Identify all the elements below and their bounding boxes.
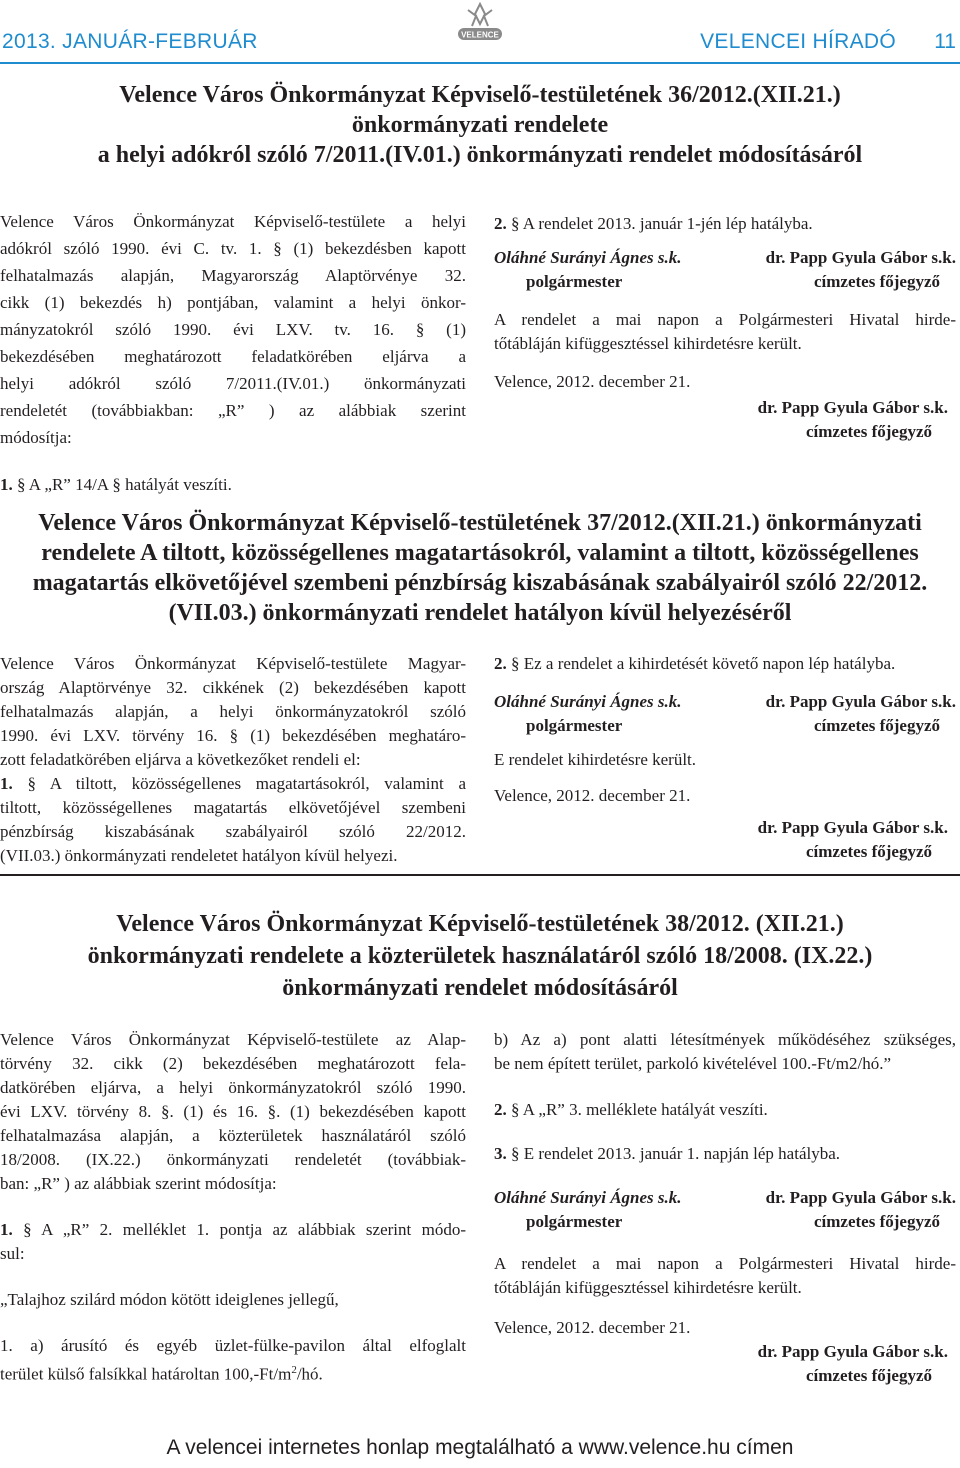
item-number: 1. bbox=[0, 475, 13, 494]
issue-date: 2013. JANUÁR-FEBRUÁR bbox=[2, 30, 258, 53]
section3-left-column bbox=[0, 1028, 466, 1387]
body-line: felhatalmazása alapján, a közterületek használatáról szóló bbox=[0, 1126, 466, 1145]
title-line: Velence Város Önkormányzat Képviselő-testületének 36/2012.(XII.21.) bbox=[119, 82, 841, 108]
signature-notary bbox=[725, 246, 956, 294]
signature-title: polgármester bbox=[526, 272, 623, 291]
body-line: (VII.03.) önkormányzati rendeletet hatályon kívül helyezi. bbox=[0, 846, 398, 865]
body-line bbox=[0, 1358, 466, 1387]
section1-right-column bbox=[494, 212, 956, 444]
title-line: önkormányzati rendelete a közterületek használatáról szóló 18/2008. (IX.22.) bbox=[87, 943, 873, 969]
signature-name: Oláhné Surányi Ágnes s.k. bbox=[494, 1188, 682, 1207]
body-line: módosítja: bbox=[0, 428, 72, 447]
signature-name: Oláhné Surányi Ágnes s.k. bbox=[494, 692, 682, 711]
body-line: bekezdésében meghatározott feladatkörében eljárva a bbox=[0, 347, 466, 366]
item-number: 3. bbox=[494, 1144, 507, 1163]
body-line: ban: „R” ) az alábbiak szerint módosítja: bbox=[0, 1174, 277, 1193]
body-line: adókról szóló 1990. évi C. tv. 1. § (1) bekezdésben kapott bbox=[0, 239, 466, 258]
body-line: sul: bbox=[0, 1244, 25, 1263]
body-line: évi LXV. törvény 8. §. (1) és 16. §. (1) bekezdésében kapott bbox=[0, 1102, 466, 1121]
signature-mayor bbox=[494, 246, 725, 294]
body-line: felhatalmazás alapján, a helyi önkormányzatokról szóló bbox=[0, 702, 466, 721]
body-line: tiltott, közösségellenes magatartás elkövetőjével szembeni bbox=[0, 798, 466, 817]
title-line: magatartás elkövetőjével szembeni pénzbírság kiszabásának szabályairól szóló 22/2012. bbox=[32, 570, 928, 596]
notice-line: tőtábláján kifüggesztéssel kihirdetésre került. bbox=[494, 334, 802, 353]
final-signature bbox=[494, 1340, 956, 1388]
paragraph-item-1 bbox=[0, 772, 466, 796]
body-line: be nem épített terület, parkoló kivételével 100.-Ft/m2/hó.” bbox=[494, 1054, 892, 1073]
signature-name: dr. Papp Gyula Gábor s.k. bbox=[757, 1342, 948, 1361]
body-line: ország Alaptörvénye 32. cikkének (2) bekezdésében kapott bbox=[0, 678, 466, 697]
item-text: § A tiltott, közösségellenes magatartásokról, valamint a bbox=[27, 774, 467, 793]
body-line: Velence Város Önkormányzat Képviselő-testülete a helyi bbox=[0, 212, 466, 231]
section2-left-column bbox=[0, 652, 466, 868]
title-line: Velence Város Önkormányzat Képviselő-testületének 38/2012. (XII.21.) bbox=[116, 911, 844, 937]
signature-title: címzetes főjegyző bbox=[813, 272, 940, 291]
signature-notary bbox=[725, 1186, 956, 1234]
body-line: 1. a) árusító és egyéb üzlet-fülke-pavilon által elfoglalt bbox=[0, 1336, 466, 1355]
body-line: rendeletét (továbbiakban: „R” ) az alábbiak szerint bbox=[0, 401, 466, 420]
body-line: törvény 32. cikk (2) bekezdésében meghatározott fela- bbox=[0, 1054, 466, 1073]
section2-title bbox=[0, 508, 960, 628]
body-line: datkörében eljárva, a helyi önkormányzatokról szóló 1990. bbox=[0, 1078, 466, 1097]
body-line: Velence Város Önkormányzat Képviselő-testülete Magyar- bbox=[0, 654, 466, 673]
signature-mayor bbox=[494, 1186, 725, 1234]
header-rule bbox=[0, 62, 960, 64]
paragraph-item-1 bbox=[0, 1218, 466, 1242]
paragraph-item-3 bbox=[494, 1142, 956, 1166]
item-text: § A „R” 3. melléklete hatályát veszíti. bbox=[511, 1100, 768, 1119]
signature-name: dr. Papp Gyula Gábor s.k. bbox=[757, 818, 948, 837]
item-number: 1. bbox=[0, 774, 13, 793]
signature-name: dr. Papp Gyula Gábor s.k. bbox=[765, 1188, 956, 1207]
notice bbox=[494, 1252, 956, 1300]
body-line: b) Az a) pont alatti létesítmények működéséhez szükséges, bbox=[494, 1030, 956, 1049]
body-line: 18/2008. (IX.22.) önkormányzati rendeletét (továbbiak- bbox=[0, 1150, 466, 1169]
place-date: Velence, 2012. december 21. bbox=[494, 372, 691, 391]
section3-title bbox=[0, 908, 960, 1004]
signature-name: Oláhné Surányi Ágnes s.k. bbox=[494, 248, 682, 267]
signature-notary bbox=[725, 690, 956, 738]
body-line: helyi adókról szóló 7/2011.(IV.01.) önkormányzati bbox=[0, 374, 466, 393]
body-line: Velence Város Önkormányzat Képviselő-testülete az Alap- bbox=[0, 1030, 466, 1049]
publication-name: VELENCEI HÍRADÓ bbox=[700, 30, 896, 53]
place-date: Velence, 2012. december 21. bbox=[494, 786, 691, 805]
section1-title bbox=[0, 80, 960, 170]
notice-line: tőtábláján kifüggesztéssel kihirdetésre került. bbox=[494, 1278, 802, 1297]
signature-block bbox=[494, 246, 956, 294]
paragraph-item-1 bbox=[0, 473, 466, 497]
paragraph-item-2 bbox=[494, 1098, 956, 1122]
body-line: mányzatokról szóló 1990. évi LXV. tv. 16. § (1) bbox=[0, 320, 466, 339]
title-line: önkormányzati rendelet módosításáról bbox=[282, 975, 678, 1001]
signature-title: címzetes főjegyző bbox=[813, 716, 940, 735]
title-line: rendelete A tiltott, közösségellenes magatartásokról, valamint a tiltott, közösségellenes bbox=[41, 540, 919, 566]
notice: E rendelet kihirdetésre került. bbox=[494, 750, 697, 769]
item-number: 1. bbox=[0, 1220, 13, 1239]
item-number: 2. bbox=[494, 1100, 507, 1119]
final-signature bbox=[494, 816, 956, 864]
section3-right-column bbox=[494, 1028, 956, 1388]
section-divider bbox=[0, 874, 960, 876]
point-text: terület külső falsíkkal határoltan 100,-Ft/m bbox=[0, 1364, 292, 1384]
signature-mayor bbox=[494, 690, 725, 738]
title-line: Velence Város Önkormányzat Képviselő-testületének 37/2012.(XII.21.) önkormányzati bbox=[38, 510, 922, 536]
notice-line: A rendelet a mai napon a Polgármesteri Hivatal hirde- bbox=[494, 1254, 956, 1273]
item-text: § Ez a rendelet a kihirdetését követő napon lép hatályba. bbox=[511, 654, 896, 673]
paragraph-item-2 bbox=[494, 652, 956, 676]
place-date: Velence, 2012. december 21. bbox=[494, 1318, 691, 1337]
velence-logo-icon bbox=[452, 2, 508, 46]
page-number: 11 bbox=[934, 30, 956, 53]
quote: „Talajhoz szilárd módon kötött ideiglenes jellegű, bbox=[0, 1290, 339, 1309]
point-text: /hó. bbox=[296, 1364, 323, 1384]
notice-line: A rendelet a mai napon a Polgármesteri Hivatal hirde- bbox=[494, 310, 956, 329]
signature-name: dr. Papp Gyula Gábor s.k. bbox=[757, 398, 948, 417]
section2-right-column bbox=[494, 652, 956, 864]
item-text: § E rendelet 2013. január 1. napján lép hatályba. bbox=[511, 1144, 841, 1163]
item-text: § A „R” 14/A § hatályát veszíti. bbox=[17, 475, 232, 494]
body-line: pénzbírság kiszabásának szabályairól szóló 22/2012. bbox=[0, 822, 466, 841]
section1-left-column bbox=[0, 208, 466, 497]
final-signature bbox=[494, 396, 956, 444]
signature-title: címzetes főjegyző bbox=[805, 842, 932, 861]
item-text: § A rendelet 2013. január 1-jén lép hatályba. bbox=[511, 214, 813, 233]
body-line: felhatalmazás alapján, Magyarország Alaptörvénye 32. bbox=[0, 266, 466, 285]
signature-title: címzetes főjegyző bbox=[805, 1366, 932, 1385]
page-footer: A velencei internetes honlap megtalálható a www.velence.hu címen bbox=[166, 1436, 794, 1459]
notice bbox=[494, 308, 956, 356]
point-1a bbox=[0, 1334, 466, 1387]
item-text: § A „R” 2. melléklet 1. pontja az alábbiak szerint módo- bbox=[23, 1220, 466, 1239]
signature-name: dr. Papp Gyula Gábor s.k. bbox=[765, 692, 956, 711]
title-line: (VII.03.) önkormányzati rendelet hatályon kívül helyezéséről bbox=[168, 600, 792, 626]
signature-title: címzetes főjegyző bbox=[805, 422, 932, 441]
signature-title: címzetes főjegyző bbox=[813, 1212, 940, 1231]
signature-title: polgármester bbox=[526, 1212, 623, 1231]
item-number: 2. bbox=[494, 654, 507, 673]
signature-block bbox=[494, 690, 956, 738]
signature-title: polgármester bbox=[526, 716, 623, 735]
item-number: 2. bbox=[494, 214, 507, 233]
superscript: 2 bbox=[291, 1364, 297, 1376]
body-line: cikk (1) bekezdés h) pontjában, valamint a helyi önkor- bbox=[0, 293, 466, 312]
signature-name: dr. Papp Gyula Gábor s.k. bbox=[765, 248, 956, 267]
page-header bbox=[0, 0, 960, 62]
paragraph-item-2 bbox=[494, 212, 956, 236]
logo-text: VELENCE bbox=[461, 30, 499, 40]
title-line: a helyi adókról szóló 7/2011.(IV.01.) önkormányzati rendelet módosításáról bbox=[97, 142, 863, 168]
signature-block bbox=[494, 1186, 956, 1234]
body-line: 1990. évi LXV. törvény 16. § (1) bekezdésében meghatáro- bbox=[0, 726, 466, 745]
title-line: önkormányzati rendelete bbox=[351, 112, 609, 138]
body-line: zott feladatkörében eljárva a következőket rendeli el: bbox=[0, 750, 361, 769]
